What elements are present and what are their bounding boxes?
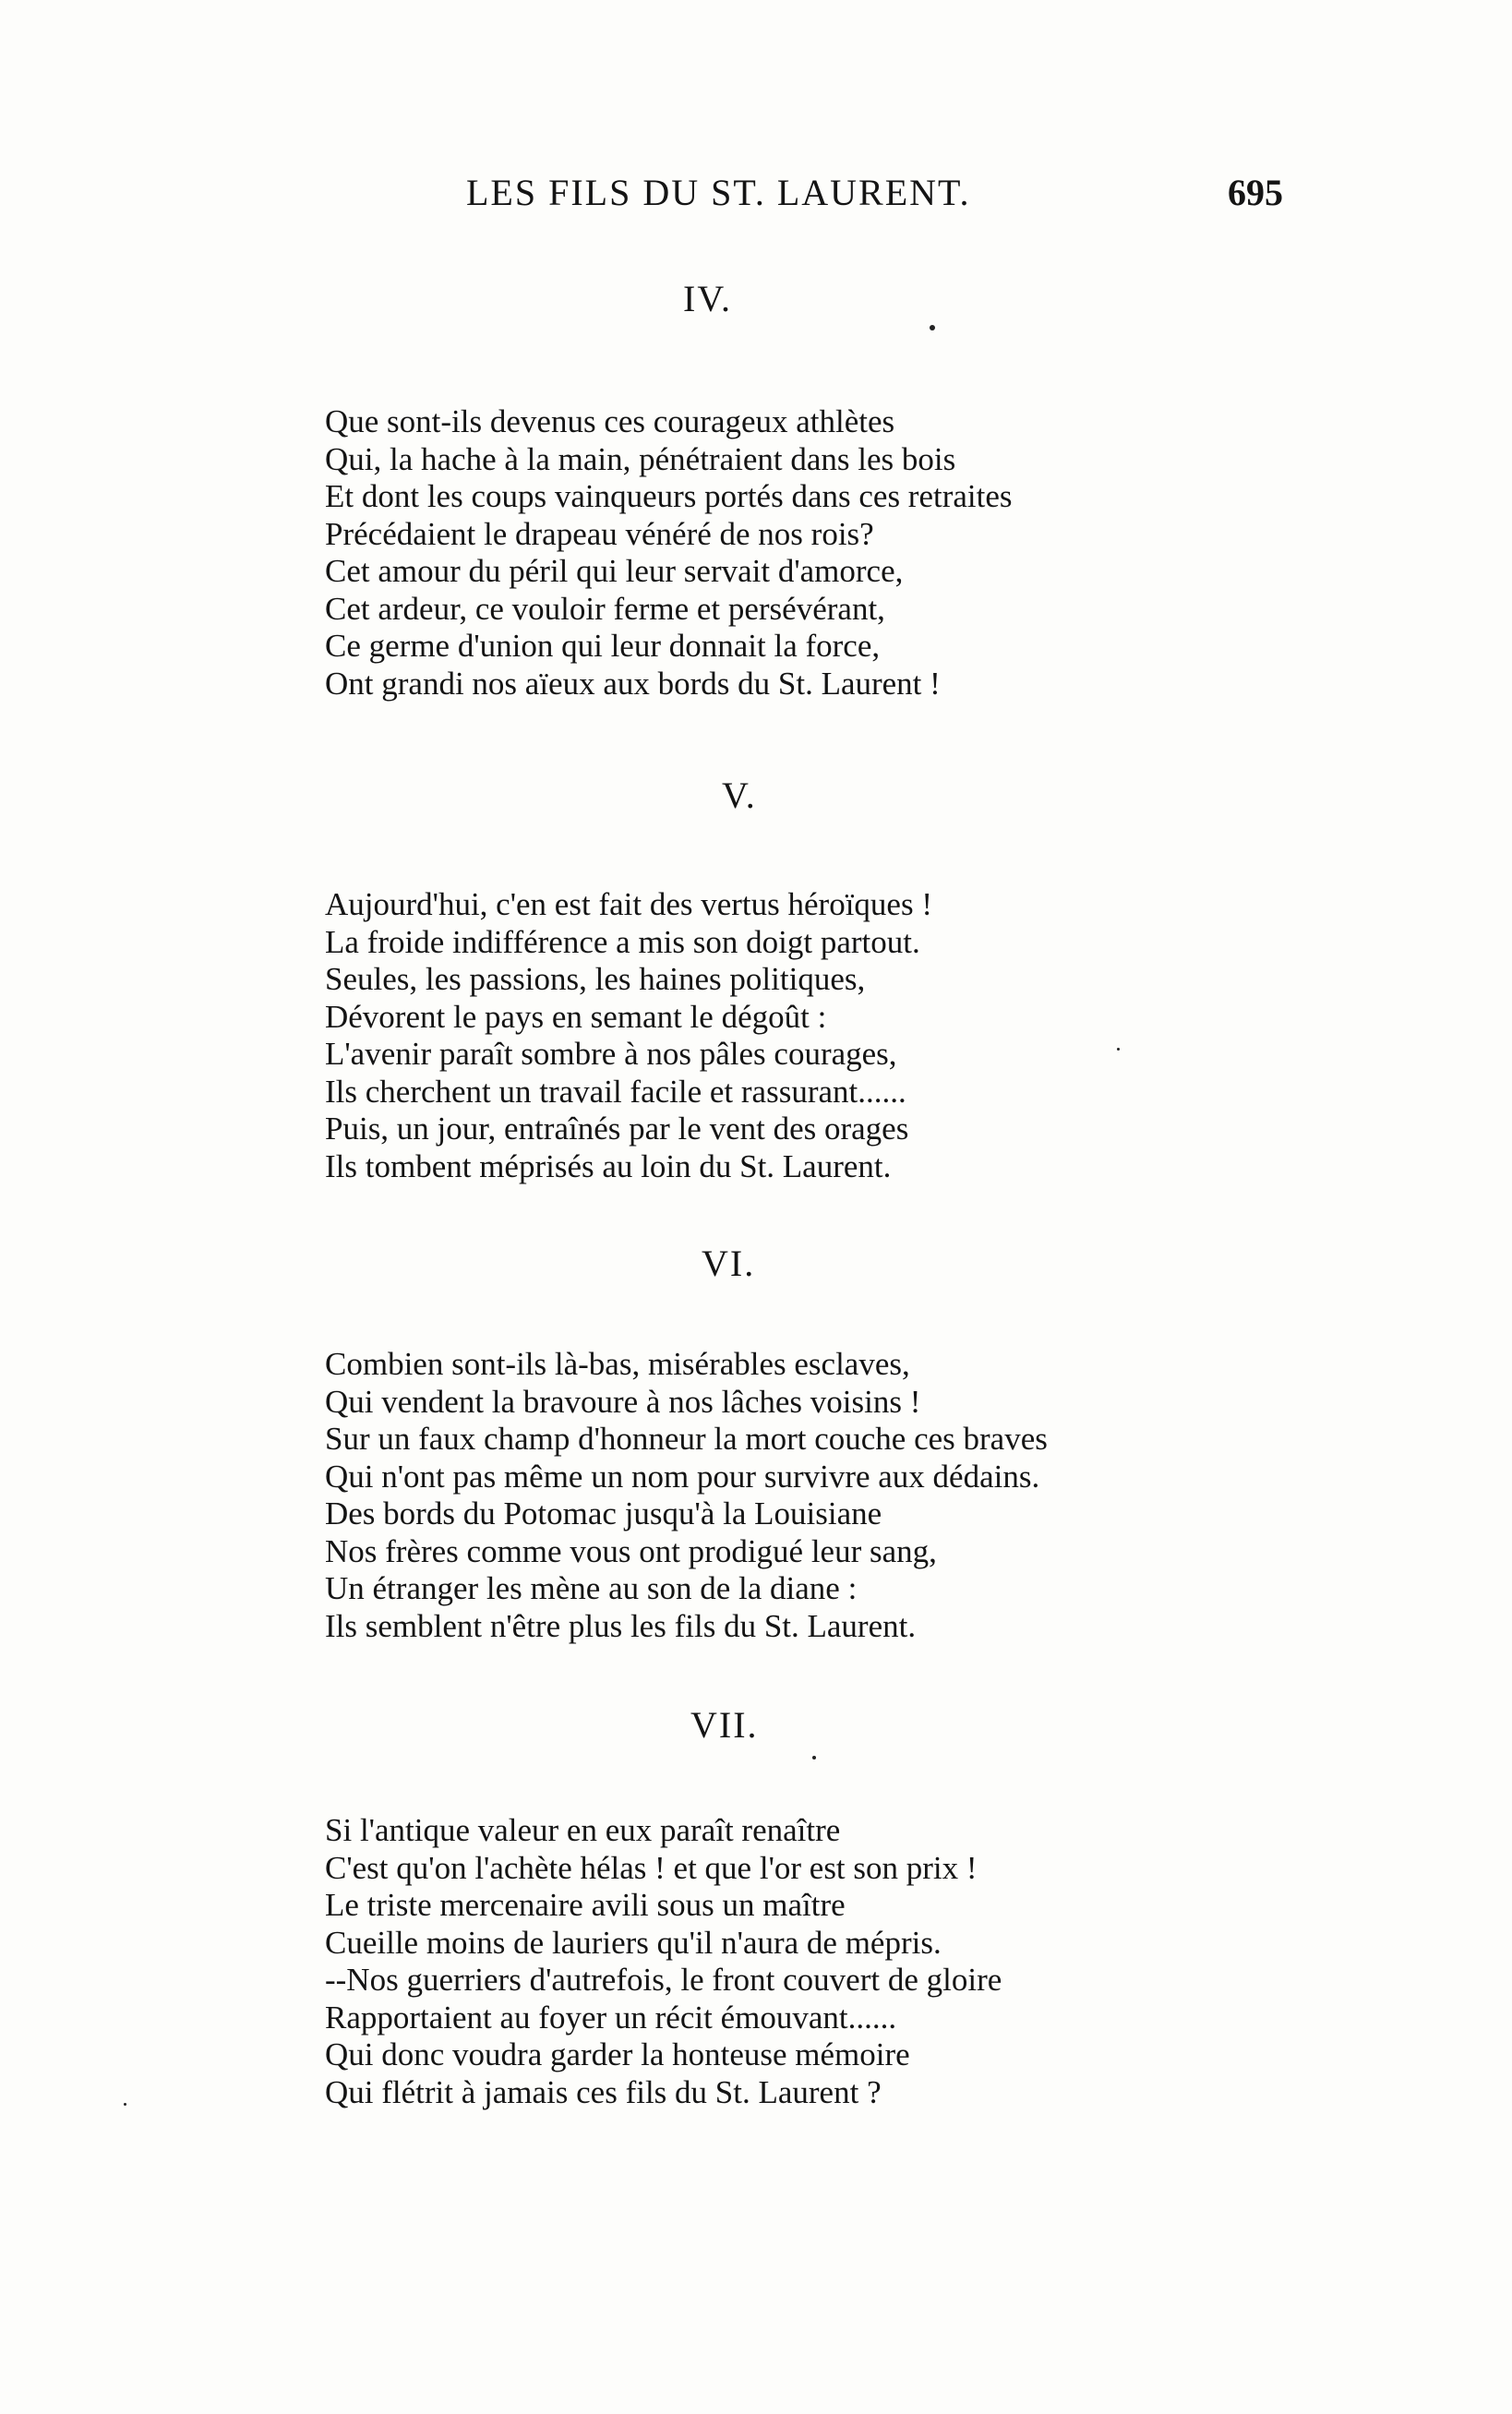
print-speck (1117, 1048, 1120, 1051)
page-number: 695 (1228, 172, 1283, 213)
verse-line: Combien sont-ils là-bas, misérables esclaves, (325, 1346, 910, 1382)
verse-line: Cet amour du péril qui leur servait d'amorce, (325, 553, 904, 589)
verse-line: Qui vendent la bravoure à nos lâches voisins ! (325, 1383, 921, 1420)
stanza (325, 886, 1248, 1185)
verse-line: Cet ardeur, ce vouloir ferme et persévérant, (325, 590, 885, 627)
verse-line: Ont grandi nos aïeux aux bords du St. Laurent ! (325, 665, 941, 702)
verse-line: Précédaient le drapeau vénéré de nos rois? (325, 515, 874, 552)
verse-line: Que sont-ils devenus ces courageux athlètes (325, 403, 895, 439)
verse-line: L'avenir paraît sombre à nos pâles courages, (325, 1036, 897, 1072)
verse-line: Qui n'ont pas même un nom pour survivre aux dédains. (325, 1458, 1040, 1495)
print-speck (124, 2103, 126, 2106)
stanza-number: VII. (690, 1704, 759, 1746)
verse-line: C'est qu'on l'achète hélas ! et que l'or est son prix ! (325, 1849, 978, 1886)
verse-line: Dévorent le pays en semant le dégoût : (325, 998, 827, 1035)
verse-line: Qui donc voudra garder la honteuse mémoire (325, 2036, 910, 2072)
verse-line: Des bords du Potomac jusqu'à la Louisiane (325, 1495, 882, 1531)
print-speck (812, 1756, 816, 1759)
verse-line: --Nos guerriers d'autrefois, le front couvert de gloire (325, 1962, 1002, 1998)
stanza (325, 403, 1248, 703)
stanza (325, 1346, 1248, 1645)
verse-line: Si l'antique valeur en eux paraît renaître (325, 1812, 841, 1848)
running-title: LES FILS DU ST. LAURENT. (466, 172, 971, 213)
stanza-number: VI. (702, 1243, 756, 1284)
verse-line: Le triste mercenaire avili sous un maître (325, 1887, 846, 1923)
verse-line: Ils semblent n'être plus les fils du St. Laurent. (325, 1607, 917, 1644)
verse-line: Seules, les passions, les haines politiques, (325, 961, 866, 997)
verse-line: Un étranger les mène au son de la diane : (325, 1570, 858, 1606)
stanza (325, 1812, 1248, 2111)
verse-line: Nos frères comme vous ont prodigué leur sang, (325, 1532, 937, 1569)
verse-line: Ce germe d'union qui leur donnait la force, (325, 628, 881, 664)
verse-line: Et dont les coups vainqueurs portés dans ces retraites (325, 478, 1013, 514)
verse-line: Rapportaient au foyer un récit émouvant...... (325, 1999, 897, 2036)
verse-line: La froide indifférence a mis son doigt partout. (325, 923, 920, 960)
verse-line: Sur un faux champ d'honneur la mort couche ces braves (325, 1421, 1048, 1457)
stanza-number: IV. (683, 278, 733, 319)
verse-line: Ils cherchent un travail facile et rassurant...... (325, 1073, 906, 1110)
verse-line: Aujourd'hui, c'en est fait des vertus héroïques ! (325, 886, 932, 922)
verse-line: Qui, la hache à la main, pénétraient dans les bois (325, 440, 956, 477)
verse-line: Cueille moins de lauriers qu'il n'aura de mépris. (325, 1924, 942, 1961)
verse-line: Puis, un jour, entraînés par le vent des orages (325, 1111, 909, 1147)
stanza-number: V. (722, 775, 757, 816)
running-header (0, 171, 1512, 226)
print-speck (930, 325, 935, 330)
verse-line: Ils tombent méprisés au loin du St. Laurent. (325, 1147, 892, 1184)
verse-line: Qui flétrit à jamais ces fils du St. Laurent ? (325, 2073, 882, 2110)
